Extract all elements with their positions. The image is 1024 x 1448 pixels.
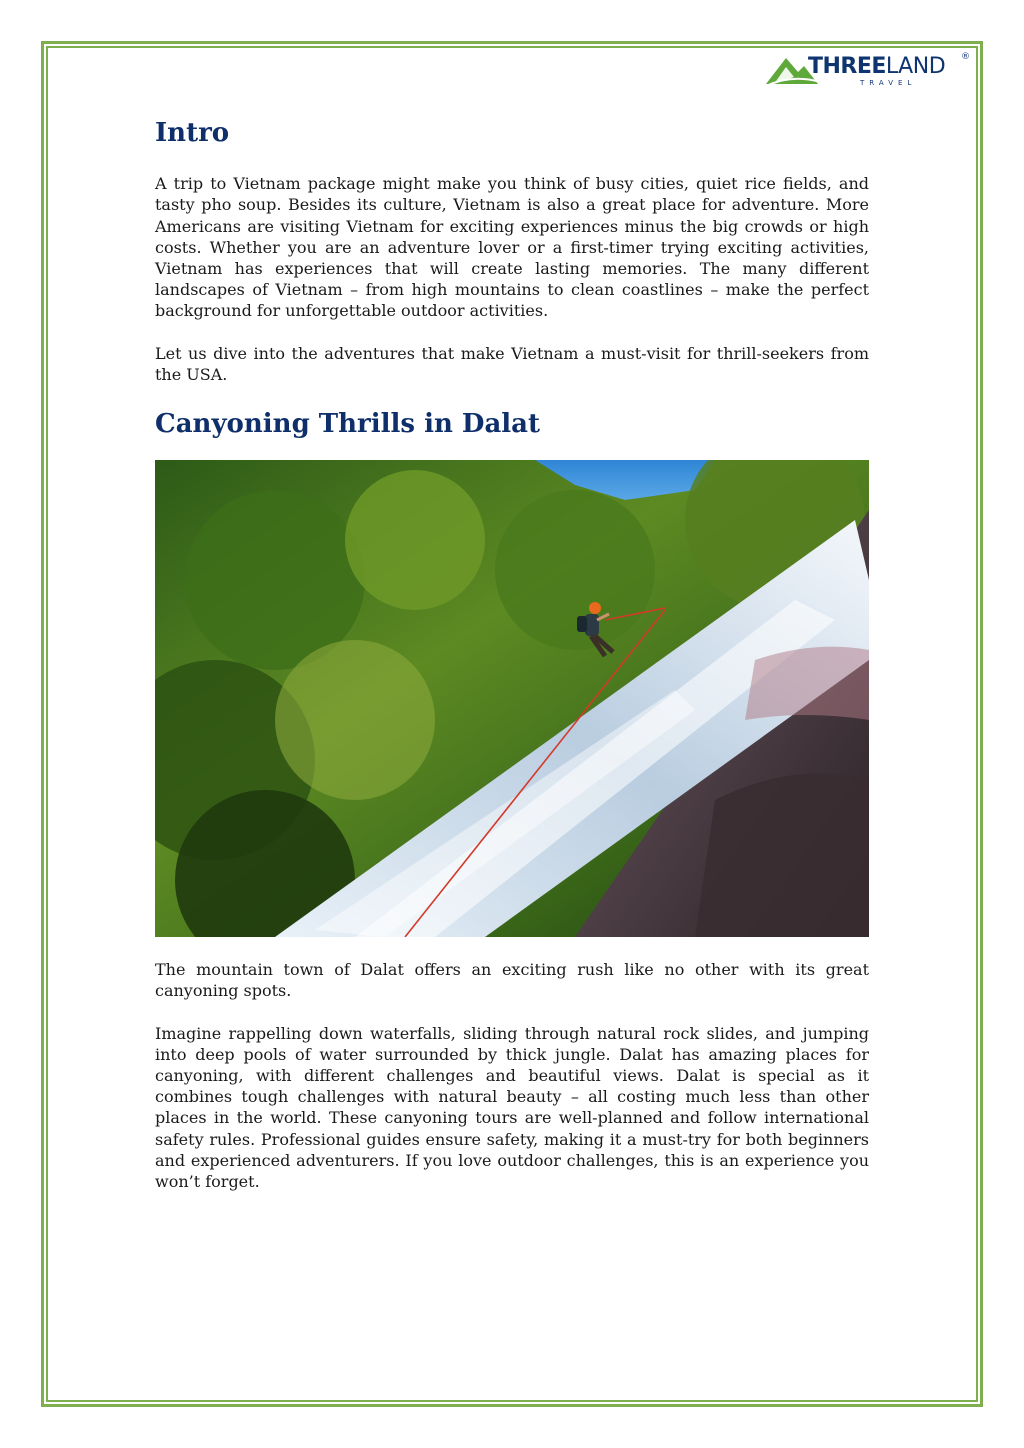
waterfall-canyoning-photo xyxy=(155,460,869,937)
heading-intro: Intro xyxy=(155,118,230,148)
waterfall-photo-illustration xyxy=(155,460,869,937)
logo-brand-bold: THREE xyxy=(808,54,886,79)
document-body xyxy=(155,118,869,1192)
logo-subtitle: TRAVEL xyxy=(860,79,917,87)
logo-wordmark xyxy=(808,54,945,79)
intro-paragraph-1: A trip to Vietnam package might make you think of busy cities, quiet rice fields, and tasty pho soup. Besides its culture, Vietnam is also a great place for adventure. More Americans are visiting Vietnam for exciting experiences minus the big crowds or high costs. Whether you are an adventure lover or a first-timer trying exciting activities, Vietnam has experiences that will create lasting memories. The many different landscapes of Vietnam – from high mountains to clean coastlines – make the perfect background for unforgettable outdoor activities. xyxy=(155,174,869,321)
logo-brand-light: LAND xyxy=(885,54,946,79)
registered-mark: ® xyxy=(961,52,970,62)
threeland-logo xyxy=(764,52,974,92)
canyoning-paragraph-1: The mountain town of Dalat offers an exciting rush like no other with its great canyoning spots. xyxy=(155,960,869,1001)
heading-canyoning: Canyoning Thrills in Dalat xyxy=(155,409,541,440)
intro-paragraph-2: Let us dive into the adventures that make Vietnam a must-visit for thrill-seekers from the USA. xyxy=(155,343,869,384)
canyoning-paragraph-2: Imagine rappelling down waterfalls, sliding through natural rock slides, and jumping into deep pools of water surrounded by thick jungle. Dalat has amazing places for canyoning, with different challenges and beautiful views. Dalat is special as it combines tough challenges with natural beauty – all costing much less than other places in the world. These canyoning tours are well-planned and follow international safety rules. Professional guides ensure safety, making it a must-try for both beginners and experienced adventurers. If you love outdoor challenges, this is an experience you won’t forget. xyxy=(155,1023,869,1192)
